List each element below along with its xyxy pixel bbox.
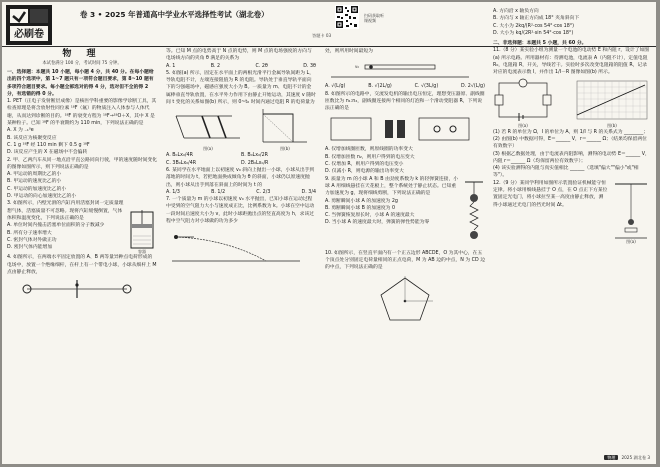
column-2	[166, 48, 316, 454]
question-1-option-a: A. X 为 ₋₁⁰e	[7, 128, 34, 134]
exam-note: 本试卷满分 100 分，考试时间 75 分钟。	[42, 61, 122, 66]
question-1: 1. PET（正电子发射断层成像）是核医学科重要的影像学诊断工具，其检查原理是将含放射性同位素 ¹⁸F（氟）的物质注入人体参与人体代谢，从而达到诊断的目的。¹⁸F 的衰变方程为 ¹⁸F→¹⁸O＋X，其中 X 是某种粒子。已知 ¹⁸F 的半衰期约为 110 min，下列说法正确的是	[7, 99, 157, 127]
question-11-part-1: (1) 若 R 的单位为 Ω，I 的单位为 A，则 1/I 与 R 的关系式为 ________；	[493, 129, 649, 135]
question-9-option-c: C. 当弹簧恢复原长时，小球 A 的速度最大	[325, 213, 415, 219]
question-8-option-d: D. 仅减小 R，则电源的输出功率变大	[325, 169, 404, 175]
cylinder-figure-label: 容器	[138, 249, 146, 255]
cylinder-figure-icon	[127, 208, 157, 254]
brand-logo-icon	[6, 5, 52, 45]
question-5-option-d: D. 2B₀Lx₀/R	[241, 160, 269, 166]
question-6-option-b: B. 1/2	[211, 189, 226, 195]
incline-figure-icon	[325, 57, 475, 81]
question-4-option-d: D. 3θ	[303, 63, 316, 69]
question-3-option-d: D. 密封气体内能增加	[7, 245, 53, 251]
question-5: 5. 如图(a) 所示，固定在水平面上的两根光滑平行金属导轨间距为 L，导轨电阻不计，左端连接阻值为 R 的电阻。导轨处于垂直导轨平面向下的匀强磁场中，磁感应强度大小为 B。一质量为 m、电阻不计的金属棒垂直导轨放置，在水平外力作用下由静止开始运动，其速度 v 随时间 t 变化的关系如图(b) 所示，则 0~t₀ 时间内通过电阻 R 的电荷量为	[166, 70, 316, 106]
charges-figure-icon	[7, 278, 147, 300]
graph-figure-icon	[567, 77, 651, 129]
question-7-option-c: C. √(3L/g)	[414, 84, 439, 90]
question-1-option-d: D. 该反应产生的 X 在磁场中不会偏转	[7, 150, 88, 156]
question-10-option-b: B. 方向与 x 轴正方向成 18° 夹角斜向下	[493, 16, 580, 22]
question-6-options	[166, 189, 316, 196]
question-12: 12.（9 分）某同学利用如图所示装置验证机械能守恒定律。将小球用细线悬挂于 O 点，在 O 点正下方某位置固定光电门，将小球拉至某一高度由静止释放，测得小球通过光电门的挡光时间 Δt。	[493, 180, 608, 208]
question-11-part-2: (2) 由图(b) 中数据可得，E＝______ V，r＝______ Ω；（结果均保留两位有效数字）	[493, 136, 647, 150]
qr-note: 扫码获取听课视频	[364, 13, 384, 23]
question-3-option-a: A. 单位时间内撞击活塞单位面积的分子数减少	[7, 223, 105, 229]
section-2-instructions: 二、非选择题：本题共 5 小题，共 60 分。	[493, 41, 587, 47]
pendulum-figure-caption: 图(a)	[626, 238, 636, 244]
question-2-option-a: A. 甲运动的周期比乙的小	[7, 172, 62, 178]
column-4	[493, 8, 651, 454]
question-6-option-c: C. 2/3	[256, 189, 271, 195]
question-2-option-c: C. 甲运动的加速度比乙的小	[7, 186, 67, 192]
question-11-part-4: (4) 该实验测得的内阻与真实值相比 ______（选填"偏大""偏小"或"相等"）。	[493, 166, 639, 179]
question-9-option-b: B. 剪断瞬间小球 B 的加速度为 0	[325, 205, 396, 211]
exam-title: 卷 3 • 2025 年普通高中学业水平选择性考试（湖北卷）	[80, 10, 269, 19]
velocity-graph-caption: 图(b)	[279, 146, 290, 152]
transformer-figure-icon	[325, 114, 475, 144]
question-3-option-c: C. 密封气体对外做正功	[7, 237, 57, 243]
velocity-graph-icon	[255, 106, 311, 152]
pentagon-figure-icon	[375, 274, 435, 324]
answer-sheet-label: 答题卡 03	[312, 33, 332, 38]
question-10-option-d: D. 大小为 kq/(2R²·sin 54°·cos 18°)	[493, 30, 574, 36]
logo-text: 必刷卷	[14, 29, 44, 40]
question-10-option-a: A. 方向沿 x 轴负方向	[493, 9, 539, 14]
question-6-option-a: A. 1/3	[166, 189, 180, 195]
question-5-figures	[166, 106, 316, 152]
circuit-figure-icon	[493, 77, 553, 129]
circuit-figure-caption: 图(a)	[518, 122, 528, 128]
question-6: 6. 某同学在水平地面上以初速度 v₀ 斜向上抛出一小球，小球从出手到落地的时间为 t，若把地面换成倾角为 θ 的斜面，小球仍以原速度抛出，则小球从出手到落在斜面上的时间为 t 的	[166, 167, 315, 188]
question-9: 9. 质量为 m 的小球 A 和 B 由劲度系数为 k 的轻弹簧连接，小球 A 用细线悬挂在天花板上，整个系统处于静止状态。已知重力加速度为 g，现将细线剪断，下列说法正确的是	[325, 176, 459, 197]
question-2-option-b: B. 甲运动的速度比乙的小	[7, 179, 62, 185]
question-11-part-3: (3) 根据乙数据处理，由于电流表内阻影响，测得的电动势 E＝______ V，内阻 r＝______ Ω（均保留两位有效数字）；	[493, 151, 650, 164]
section-1-instructions: 一、选择题：本题共 10 小题，每小题 4 分，共 40 分。在每小题给出的四个选项中，第 1~7 题只有一项符合题目要求，第 8~10 题有多项符合题目要求。每小题全部选对的得 4 分，选对但不全的得 2 分，有选错的得 0 分。	[7, 70, 154, 97]
question-3-option-b: B. 所有分子速率增大	[7, 230, 52, 236]
question-7-option-b: B. √(2L/g)	[368, 84, 392, 90]
question-8-option-a: A. 仅增加线圈匝数，则原线圈的功率变大	[325, 147, 413, 153]
question-7-option-a: A. √(L/g)	[325, 84, 346, 90]
question-2-option-d: D. 甲运动的向心加速度比乙的小	[7, 194, 77, 200]
question-11: 11.（8 分）某实验小组为测量一个电池的电动势 E 和内阻 r，设计了如图(a) 所示电路。所用器材有：待测电池，电流表 A（内阻不计），定值电阻 R₀，电阻箱 R，开关，导线若干。实验时多次改变电阻箱的阻值 R，记录对应的电流表示数 I，并作出 1/I－R 图像如图(b) 所示。	[493, 48, 650, 76]
question-11-figures	[493, 77, 651, 129]
question-2: 2. 甲、乙两汽车从同一地点沿平直公路同向行驶，甲的速度随时间变化的图像如图所示，则下列说法正确的是	[7, 157, 157, 170]
column-3	[325, 8, 485, 454]
question-8-option-b: B. 仅增加匝数 n₂，则用户得到的电压变大	[325, 154, 415, 160]
question-7-continued: 处，则所用时间最短为	[325, 49, 373, 54]
projectile-figure-icon	[166, 227, 306, 267]
question-7-options	[325, 83, 485, 90]
question-4-option-c: C. 2θ	[255, 63, 268, 69]
question-9-option-a: A. 剪断瞬间小球 A 的加速度为 2g	[325, 198, 398, 204]
question-6-option-d: D. 3/4	[301, 189, 316, 195]
subject-title: 物 理	[62, 49, 102, 59]
question-4-continued: 等。已知 M 点的电势高于 N 点的电势，则 M 点的电场强度的方向与电场线方向的夹角 θ 满足的关系为	[166, 49, 312, 62]
question-4-option-a: A. 1	[166, 63, 176, 69]
question-3-block	[7, 200, 157, 254]
question-5-option-a: A. B₀Lx₀/4R	[166, 153, 193, 159]
rail-figure-caption: 图(a)	[202, 146, 213, 152]
question-8-option-c: C. 仅增加 R，则用户得到的电压变小	[325, 162, 404, 168]
rail-figure-icon	[172, 106, 244, 152]
exam-page	[2, 2, 656, 464]
question-9-option-d: D. 当小球 A 的速度最大时，弹簧的弹性势能为零	[325, 220, 430, 226]
question-10: 10. 如图所示，在竖直平面内有一个正五边形 ABCDE，O 为其中心，在五个顶点处分别固定电荷量相同的正点电荷，M 为 AB 边的中点，N 为 CD 边的中点，下列说法正确的是	[325, 250, 485, 271]
question-5-option-b: B. B₀Lx₀/2R	[241, 153, 268, 159]
question-10-option-c: C. 大小为 2kq/(R²·cos 54°·cos 18°)	[493, 23, 575, 29]
question-1-option-c: C. 1 g ¹⁸F 经 110 min 剩下 0.5 g ¹⁸F	[7, 142, 90, 148]
question-3: 3. 如图所示，内壁光滑的汽缸内用活塞封闭一定质量理想气体，活塞质量不可忽略。现将汽缸缓慢倒置，气体体积和温度变化，下列说法正确的是	[7, 201, 124, 221]
column-1	[7, 48, 157, 454]
spring-figure-icon	[463, 180, 485, 250]
footer-page-text: 2025 湖北卷 3	[621, 455, 650, 460]
footer-subject-tag: 物理	[604, 455, 618, 460]
page-footer	[604, 455, 650, 461]
question-1-option-b: B. 该反应为核聚变反应	[7, 135, 57, 141]
question-5-options	[166, 152, 316, 167]
question-5-option-c: C. 3B₀Lx₀/4R	[166, 160, 197, 166]
pendulum-figure-icon	[611, 180, 651, 244]
question-4: 4. 如图所示，在两端水平固定放置的 A、B 两等量异种点电荷形成的电场中，放置一个绝缘细杆，在杆上有一个带电小球，小球从细杆上 M 点由静止释放，	[7, 255, 157, 275]
incline-figure-label: v₀	[355, 64, 359, 70]
question-9-block	[325, 176, 485, 250]
question-4-options	[166, 63, 316, 70]
question-12-block	[493, 180, 651, 244]
question-7-option-d: D. 2√(L/g)	[461, 84, 485, 90]
question-7: 7. 一个质量为 m 的小球以初速度 v₀ 水平抛出，已知小球在运动过程中受到的空气阻力大小与速度成正比，比例系数为 k。小球在空中运动一段时间后速度大小为 v，此时小球距抛出点的竖直高度为 h，求该过程中空气阻力对小球做的功为多少	[166, 197, 315, 225]
question-8: 8. 如图所示的电路中，交流发电机的输出电压恒定，理想变压器原、副线圈匝数比为 n₁:n₂，副线圈连接两个相同的灯泡和一个滑动变阻器 R，下列说法正确的是	[325, 91, 485, 112]
question-4-option-b: B. 2	[210, 63, 221, 69]
graph-figure-caption: 图(b)	[607, 122, 617, 128]
